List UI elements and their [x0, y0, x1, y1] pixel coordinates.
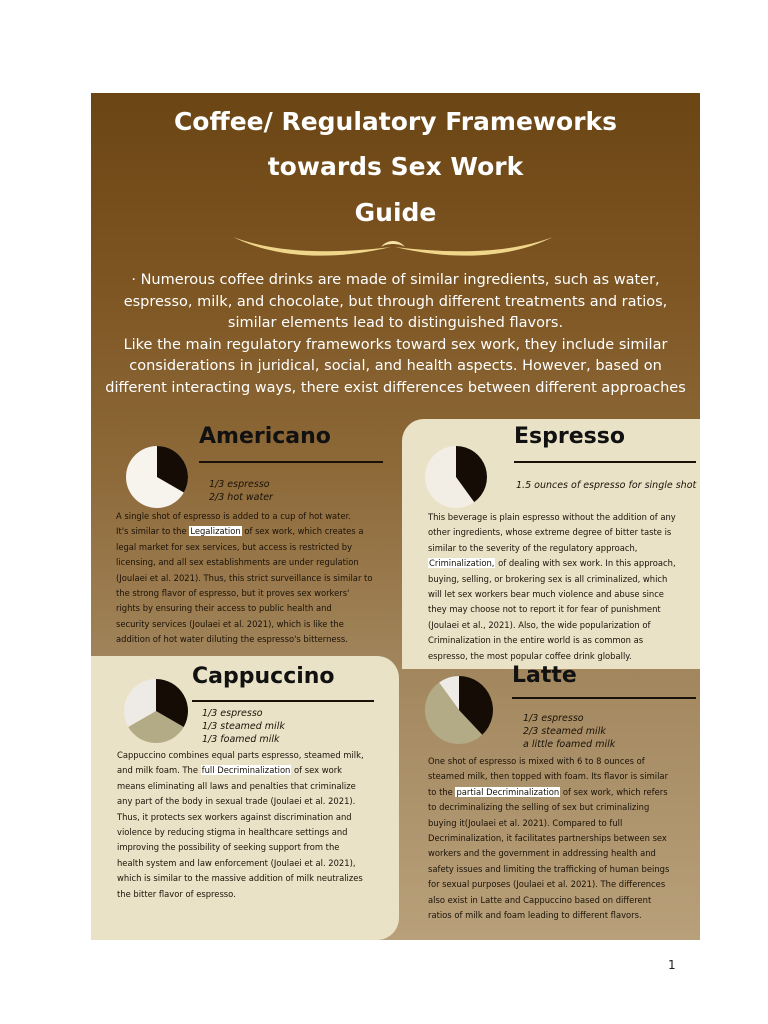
espresso-rule — [514, 461, 696, 463]
text-line: licensing, and all sex establishments are under regulation — [116, 557, 359, 568]
text-line: similar to the severity of the regulatory approach, — [428, 542, 638, 553]
intro-line: considerations in juridical, social, and health aspects. However, based on — [129, 358, 662, 374]
intro-line: · Numerous coffee drinks are made of similar ingredients, such as water, — [131, 272, 660, 288]
text-line: ratios of milk and foam leading to different flavors. — [428, 910, 642, 921]
text-line: they may choose not to report it for fear of punishment — [428, 604, 661, 615]
espresso-pie-chart — [424, 445, 488, 509]
text-span: of sex work — [291, 765, 343, 776]
highlight-partial-decriminalization: partial Decriminalization — [456, 786, 560, 797]
americano-rule — [199, 461, 383, 463]
title-line-1: Coffee/ Regulatory Frameworks — [173, 107, 618, 136]
highlight-full-decriminalization: full Decriminalization — [201, 765, 291, 776]
flourish-divider — [231, 229, 555, 263]
text-line: One shot of espresso is mixed with 6 to 8 ounces of — [428, 756, 645, 766]
intro-text — [95, 270, 696, 399]
cappuccino-ratio-steamed-milk: 1/3 steamed milk — [202, 721, 285, 732]
americano-pie-chart — [125, 445, 189, 509]
text-line: workers and the government in addressing health and — [428, 848, 656, 859]
americano-title: Americano — [199, 424, 331, 449]
text-span: of dealing with sex work. In this approach, — [495, 558, 676, 569]
text-line: rights by ensuring their access to public health and — [116, 603, 332, 614]
latte-ratio-steamed-milk: 2/3 steamed milk — [523, 726, 606, 737]
text-line: Thus, it protects sex workers against discrimination and — [117, 811, 352, 822]
cappuccino-ratio-foamed-milk: 1/3 foamed milk — [202, 734, 280, 745]
americano-ratio-hot-water: 2/3 hot water — [209, 492, 273, 503]
text-span: of sex work, which creates a — [241, 526, 364, 537]
cappuccino-title: Cappuccino — [192, 664, 335, 689]
text-line: violence by reducing stigma in healthcare settings and — [117, 827, 348, 838]
text-line: health system and law enforcement (Joulaei et al. 2021), — [117, 857, 356, 868]
text-line: improving the possibility of seeking support from the — [117, 842, 340, 853]
latte-ratio-espresso: 1/3 espresso — [523, 713, 584, 724]
americano-description — [116, 509, 372, 648]
text-line: buying it(Joulaei et al. 2021). Compared to full — [428, 817, 623, 828]
text-span: and milk foam. The — [117, 765, 201, 776]
text-line: buying, selling, or brokering sex is all criminalized, which — [428, 573, 668, 584]
text-line: any part of the body in sexual trade (Joulaei et al. 2021). — [117, 796, 356, 807]
text-line: A single shot of espresso is added to a cup of hot water. — [116, 511, 351, 521]
text-line: Criminalization in the entire world is as common as — [428, 635, 644, 646]
page-number: 1 — [668, 958, 676, 972]
text-line — [428, 556, 676, 571]
americano-ratio-espresso: 1/3 espresso — [209, 479, 270, 490]
text-line: the strong flavor of espresso, but it proves sex workers' — [116, 588, 350, 599]
cappuccino-description — [117, 748, 364, 902]
cappuccino-rule — [192, 700, 374, 702]
text-line: legal market for sex services, but access is restricted by — [116, 541, 353, 552]
text-line: Decriminalization, it facilitates partnerships between sex — [428, 833, 667, 844]
latte-ratio-foamed-milk: a little foamed milk — [523, 739, 616, 750]
text-line — [428, 785, 669, 800]
text-line — [116, 524, 372, 539]
latte-description — [428, 754, 669, 923]
cappuccino-card — [91, 656, 399, 940]
espresso-ratio: 1.5 ounces of espresso for single shot — [516, 480, 697, 491]
title-line-3: Guide — [354, 198, 437, 227]
latte-rule — [512, 697, 696, 699]
espresso-description — [428, 510, 676, 664]
text-line: (Joulaei et al., 2021). Also, the wide popularization of — [428, 619, 651, 630]
text-span: of sex work, which refers — [560, 786, 668, 797]
title-line-2: towards Sex Work — [267, 152, 524, 181]
intro-line: similar elements lead to distinguished flavors. — [227, 315, 564, 331]
intro-line: espresso, milk, and chocolate, but through different treatments and ratios, — [123, 293, 668, 310]
text-line: also exist in Latte and Cappuccino based on different — [428, 894, 652, 905]
latte-pie-chart — [424, 675, 494, 745]
text-line: espresso, the most popular coffee drink globally. — [428, 650, 632, 661]
text-line: Cappuccino combines equal parts espresso, steamed milk, — [117, 750, 364, 760]
text-line: for sexual purposes (Joulaei et al. 2021). The differences — [428, 879, 666, 890]
text-line: will let sex workers bear much violence and abuse since — [428, 589, 664, 600]
highlight-legalization: Legalization — [190, 526, 241, 537]
text-line: the bitter flavor of espresso. — [117, 888, 236, 899]
text-line: other ingredients, whose extreme degree of bitter taste is — [428, 527, 672, 538]
latte-title: Latte — [512, 663, 577, 688]
text-line: steamed milk, then topped with foam. Its flavor is similar — [428, 771, 669, 782]
espresso-title: Espresso — [514, 424, 625, 449]
cappuccino-pie-chart — [123, 678, 189, 744]
text-line: means eliminating all laws and penalties that criminalize — [117, 780, 356, 791]
text-line: to decriminalizing the selling of sex but criminalizing — [428, 802, 650, 813]
text-span: to the — [428, 786, 456, 797]
espresso-card — [402, 419, 700, 669]
highlight-criminalization: Criminalization, — [429, 558, 495, 569]
intro-line: Like the main regulatory frameworks toward sex work, they include similar — [123, 336, 668, 353]
cappuccino-ratio-espresso: 1/3 espresso — [202, 708, 263, 719]
text-line: (Joulaei et al. 2021). Thus, this strict surveillance is similar to — [116, 572, 373, 583]
text-line: This beverage is plain espresso without the addition of any — [428, 512, 676, 522]
text-span: It's similar to the — [116, 526, 190, 537]
text-line: addition of hot water diluting the espresso's bitterness. — [116, 634, 348, 645]
text-line — [117, 763, 364, 778]
intro-line: different interacting ways, there exist differences between different approaches — [105, 379, 686, 396]
text-line: which is similar to the massive addition of milk neutralizes — [117, 873, 363, 884]
text-line: security services (Joulaei et al. 2021), which is like the — [116, 618, 344, 629]
poster — [91, 93, 700, 940]
text-line: safety issues and limiting the trafficking of human beings — [428, 863, 670, 874]
